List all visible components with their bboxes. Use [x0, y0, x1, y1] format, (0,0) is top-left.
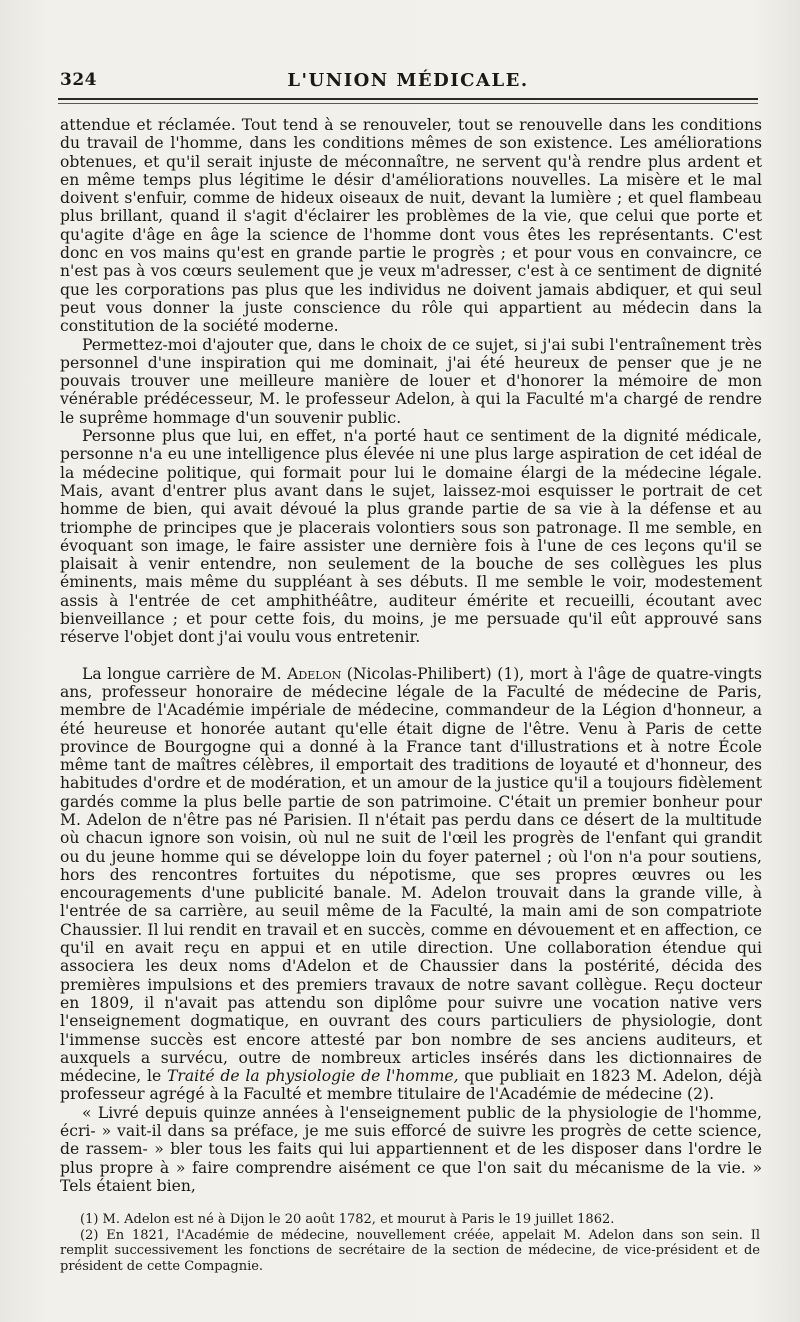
paragraph-5-quote: « Livré depuis quinze années à l'enseignement public de la physiologie de l'homme, écri- » vait-il dans sa préface, je me suis efforcé de suivre les progrès de cette science, de rassem- » bler tous les faits qui lui appartiennent et de les disposer dans l'ordre le plus propre à » faire comprendre aisément ce que l'on sait du mécanisme de la vie. » Tels étaient bien,: [60, 1103, 762, 1195]
footnote-1: (1) M. Adelon est né à Dijon le 20 août 1782, et mourut à Paris le 19 juillet 1862.: [80, 1212, 615, 1227]
footnotes: [60, 1212, 760, 1274]
paragraph-1: attendue et réclamée. Tout tend à se renouveler, tout se renouvelle dans les conditions du travail de l'homme, dans les conditions mêmes de son existence. Les améliorations obtenues, et qu'il serait injuste de méconnaître, ne servent qu'à rendre plus ardent et en même temps plus légitime le désir d'améliorations nouvelles. La misère et le mal doivent s'enfuir, comme de hideux oiseaux de nuit, devant la lumière ; et quel flambeau plus brillant, quand il s'agit d'éclairer les problèmes de la vie, que celui que porte et qu'agite d'âge en âge la science de l'homme dont vous êtes les représentants. C'est donc en vos mains qu'est en grande partie le progrès ; et pour vous en convaincre, ce n'est pas à vos cœurs seulement que je veux m'adresser, c'est à ce sentiment de dignité que les corporations pas plus que les individus ne doivent jamais abdiquer, et qui seul peut vous donner la juste conscience du rôle qui appartient au médecin dans la constitution de la société moderne.: [60, 116, 762, 336]
footnote-2: (2) En 1821, l'Académie de médecine, nouvellement créée, appelait M. Adelon dans son sein. Il remplit successivement les fonctions de secrétaire de la section de médecine, de vice-président et de président de cette Compagnie.: [60, 1227, 760, 1274]
paragraph-2: Permettez-moi d'ajouter que, dans le choix de ce sujet, si j'ai subi l'entraînement très personnel d'une inspiration qui me dominait, j'ai été heureux de penser que je ne pouvais trouver une meilleure manière de louer et d'honorer la mémoire de mon vénérable prédécesseur, M. le professeur Adelon, à qui la Faculté m'a chargé de rendre le suprême hommage d'un souvenir public.: [60, 335, 762, 427]
page-number: 324: [60, 70, 97, 90]
paragraph-4-start: La longue carrière de M.: [82, 664, 288, 683]
running-title: L'UNION MÉDICALE.: [287, 70, 529, 91]
paragraph-4: [60, 665, 762, 1104]
section-gap: [60, 647, 762, 665]
person-name: Adelon: [287, 664, 342, 683]
book-title: Traité de la physiologie de l'homme,: [166, 1067, 459, 1086]
body-text: [60, 116, 762, 1195]
paragraph-4-end: que publiait en 1823 M. Adelon, déjà professeur agrégé à la Faculté et membre titulaire de l'Académie de médecine (2).: [60, 1067, 762, 1104]
header-rule-thin: [58, 103, 758, 104]
paragraph-4-rest: (Nicolas-Philibert) (1), mort à l'âge de quatre-vingts ans, professeur honoraire de médecine légale de la Faculté de médecine de Paris, membre de l'Académie impériale de médecine, commandeur de la Légion d'honneur, a été heureuse et honorée autant qu'elle était digne de l'être. Venu à Paris de cette province de Bourgogne qui a donné à la France tant d'illustrations et à notre École même tant de maîtres célèbres, il emportait des traditions de loyauté et d'honneur, des habitudes d'ordre et de modération, et un amour de la justice qu'il a toujours fidèlement gardés comme la plus belle partie de son patrimoine. C'était un premier bonheur pour M. Adelon de n'être pas né Parisien. Il n'était pas perdu dans ce désert de la multitude où chacun ignore son voisin, où nul ne suit de l'œil les progrès de l'enfant qui grandit ou du jeune homme qui se développe loin du foyer paternel ; où l'on n'a pour soutiens, hors des rencontres fortuites du népotisme, que ses propres œuvres ou les encouragements d'une publicité banale. M. Adelon trouvait dans la grande ville, à l'entrée de sa carrière, au seuil même de la Faculté, la main ami de son compatriote Chaussier. Il lui rendit en travail et en succès, comme en dévouement et en affection, ce qu'il en avait reçu en appui et en utile direction. Une collaboration étendue qui associera les deux noms d'Adelon et de Chaussier dans la postérité, décida des premières impulsions et des premiers travaux de notre savant collègue. Reçu docteur en 1809, il n'avait pas attendu son diplôme pour suivre une vocation native vers l'enseignement dogmatique, en ouvrant des cours particuliers de physiologie, dont l'immense succès est encore attesté par bon nombre de ses anciens auditeurs, et auxquels a survécu, outre de nombreux articles insérés dans les dictionnaires de médecine, le: [60, 664, 762, 1086]
header-rule: [58, 98, 758, 100]
paragraph-3: Personne plus que lui, en effet, n'a porté haut ce sentiment de la dignité médicale, personne n'a eu une intelligence plus élevée ni une plus large aspiration de cet idéal de la médecine politique, qui formait pour lui le domaine élargi de la médecine légale. Mais, avant d'entrer plus avant dans le sujet, laissez-moi esquisser le portrait de cet homme de bien, qui avait dévoué la plus grande partie de sa vie à la défense et au triomphe de principes que je placerais volontiers sous son patronage. Il me semble, en évoquant son image, le faire assister une dernière fois à l'une de ces leçons qu'il se plaisait à venir entendre, non seulement de la bouche de ses collègues les plus éminents, mais même du suppléant à ses débuts. Il me semble le voir, modestement assis à l'entrée de cet amphithéâtre, auditeur émérite et recueilli, écoutant avec bienveillance ; et pour cette fois, du moins, je me persuade qu'il eût approuvé sans réserve l'objet dont j'ai voulu vous entretenir.: [60, 427, 762, 647]
page-header: [58, 70, 758, 96]
